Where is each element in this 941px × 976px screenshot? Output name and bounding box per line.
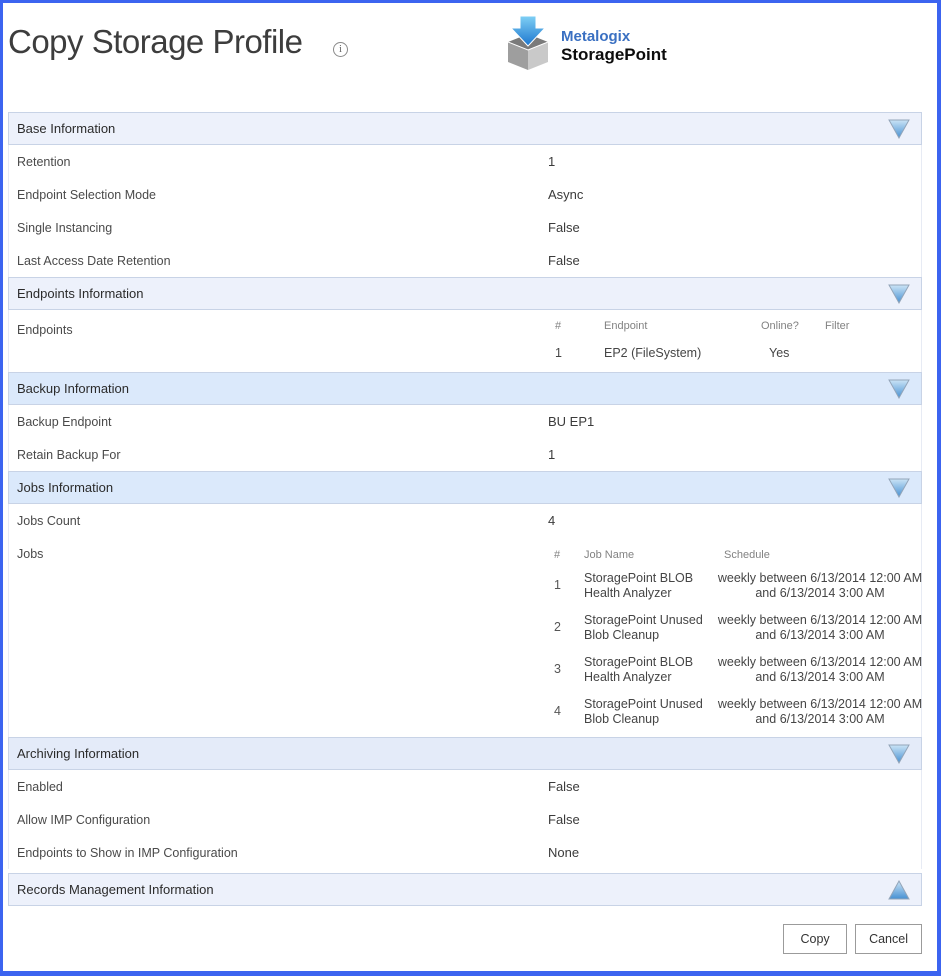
- job-name: StoragePoint Unused Blob Cleanup: [584, 613, 703, 642]
- job-number: 1: [554, 578, 561, 592]
- field-value: None: [548, 845, 580, 860]
- field-value: 4: [548, 513, 556, 528]
- endpoints-table-header: [548, 320, 923, 336]
- storagepoint-logo-icon: [505, 15, 551, 76]
- field-label: Last Access Date Retention: [17, 253, 171, 268]
- section-title: Backup Information: [17, 381, 130, 396]
- copy-button[interactable]: Copy: [783, 924, 847, 954]
- endpoints-table: [548, 316, 923, 368]
- field-label: Endpoints: [17, 323, 73, 337]
- field-row: [9, 504, 921, 537]
- field-row: [9, 211, 921, 244]
- table-row: [548, 613, 924, 642]
- field-label: Retain Backup For: [17, 447, 121, 462]
- job-name: StoragePoint BLOB Health Analyzer: [584, 655, 694, 684]
- expand-triangle-icon[interactable]: [888, 880, 910, 900]
- logo-product: StoragePoint: [561, 45, 667, 64]
- job-schedule: weekly between 6/13/2014 12:00 AM and 6/13/2014 3:00 AM: [717, 655, 923, 684]
- field-row: [9, 438, 921, 471]
- section-header-base-information[interactable]: [8, 112, 922, 145]
- page-title: Copy Storage Profile: [8, 23, 303, 60]
- logo-brand: Metalogix: [561, 28, 631, 45]
- field-label: Backup Endpoint: [17, 414, 112, 429]
- job-schedule: weekly between 6/13/2014 12:00 AM and 6/13/2014 3:00 AM: [717, 613, 923, 642]
- field-row: [9, 405, 921, 438]
- dialog-header: [8, 3, 922, 112]
- field-label: Jobs: [17, 547, 44, 561]
- column-header: Schedule: [724, 549, 770, 561]
- field-row: [9, 145, 921, 178]
- field-value: False: [548, 812, 580, 827]
- field-label: Jobs Count: [17, 513, 81, 528]
- job-number: 3: [554, 662, 561, 676]
- table-row: [548, 655, 924, 684]
- job-number: 2: [554, 620, 561, 634]
- column-header: Job Name: [584, 549, 635, 561]
- dialog-actions: [8, 924, 922, 954]
- jobs-table-header: [548, 547, 924, 571]
- section-title: Records Management Information: [17, 882, 214, 897]
- field-label: Single Instancing: [17, 220, 113, 235]
- section-title: Endpoints Information: [17, 286, 144, 301]
- job-name: StoragePoint Unused Blob Cleanup: [584, 697, 703, 726]
- field-row: [9, 178, 921, 211]
- endpoint-name: EP2 (FileSystem): [604, 346, 702, 360]
- table-row: [548, 571, 924, 600]
- section-base-information: [8, 112, 922, 277]
- section-header-records-management-information[interactable]: [8, 873, 922, 906]
- field-value: False: [548, 779, 580, 794]
- job-schedule: weekly between 6/13/2014 12:00 AM and 6/13/2014 3:00 AM: [717, 697, 923, 726]
- section-header-backup-information[interactable]: [8, 372, 922, 405]
- column-header: #: [554, 549, 561, 561]
- cancel-button[interactable]: Cancel: [855, 924, 922, 954]
- field-row: [9, 244, 921, 277]
- section-title: Base Information: [17, 121, 116, 136]
- field-row: [9, 803, 921, 836]
- section-header-endpoints-information[interactable]: [8, 277, 922, 310]
- field-value: 1: [548, 447, 556, 462]
- field-value: Async: [548, 187, 584, 202]
- job-schedule: weekly between 6/13/2014 12:00 AM and 6/13/2014 3:00 AM: [717, 571, 923, 600]
- column-header: Endpoint: [604, 320, 648, 332]
- field-row: [9, 770, 921, 803]
- field-value: BU EP1: [548, 414, 595, 429]
- section-title: Archiving Information: [17, 746, 140, 761]
- field-value: False: [548, 220, 580, 235]
- section-header-archiving-information[interactable]: [8, 737, 922, 770]
- field-row: [9, 836, 921, 869]
- jobs-table: [548, 547, 924, 739]
- column-header: Online?: [761, 320, 799, 332]
- collapse-triangle-icon[interactable]: [888, 284, 910, 304]
- column-header: #: [555, 320, 562, 332]
- collapse-triangle-icon[interactable]: [888, 744, 910, 764]
- field-label: Allow IMP Configuration: [17, 812, 151, 827]
- field-label: Endpoints to Show in IMP Configuration: [17, 845, 238, 860]
- storagepoint-logo: [505, 15, 667, 76]
- column-header: Filter: [825, 320, 850, 332]
- endpoint-number: 1: [555, 346, 562, 360]
- section-records-management-information: [8, 873, 922, 906]
- job-number: 4: [554, 704, 561, 718]
- section-jobs-information: [8, 471, 922, 737]
- section-backup-information: [8, 372, 922, 471]
- collapse-triangle-icon[interactable]: [888, 119, 910, 139]
- section-endpoints-information: [8, 277, 922, 372]
- section-title: Jobs Information: [17, 480, 114, 495]
- field-value: 1: [548, 154, 556, 169]
- field-label: Endpoint Selection Mode: [17, 187, 156, 202]
- table-row: [548, 346, 923, 362]
- info-icon[interactable]: [333, 42, 348, 57]
- job-name: StoragePoint BLOB Health Analyzer: [584, 571, 694, 600]
- section-header-jobs-information[interactable]: [8, 471, 922, 504]
- collapse-triangle-icon[interactable]: [888, 379, 910, 399]
- table-row: [548, 697, 924, 726]
- field-label: Enabled: [17, 779, 63, 794]
- field-label: Retention: [17, 154, 71, 169]
- field-value: False: [548, 253, 580, 268]
- endpoint-online: Yes: [769, 346, 790, 360]
- section-archiving-information: [8, 737, 922, 869]
- collapse-triangle-icon[interactable]: [888, 478, 910, 498]
